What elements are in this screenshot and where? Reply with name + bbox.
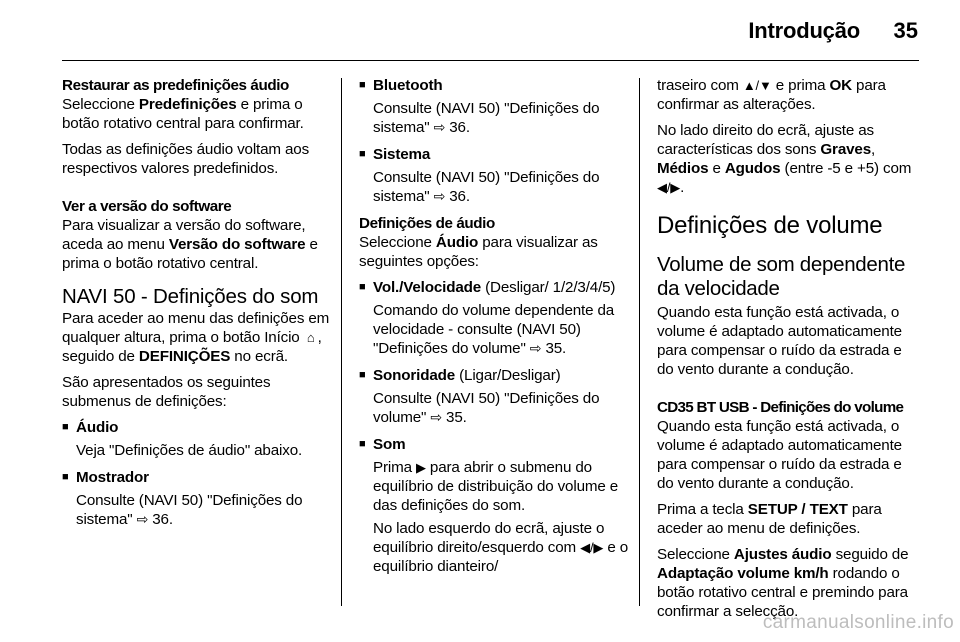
cd35-paragraph-1: Quando esta função está activada, o volume é adaptado automaticamente para compensar o ruído da estrada e do vento durante a condução. — [657, 418, 902, 492]
restore-heading: Restaurar as predefinições áudio — [62, 77, 289, 94]
column-divider-1 — [341, 78, 342, 606]
xref-arrow-icon: ⇨ — [433, 119, 446, 135]
list-item-loudness: ■ Sonoridade (Ligar/Desligar) Consulte (NAVI 50) "Definições do volume" ⇨ 35. — [359, 366, 631, 427]
page-number: 35 — [893, 18, 918, 43]
column-2 — [359, 76, 631, 584]
submenu-list-continued — [359, 76, 631, 206]
volume-settings-heading: Definições de volume — [657, 212, 883, 239]
list-item-bluetooth: ■ Bluetooth Consulte (NAVI 50) "Definições do sistema" ⇨ 36. — [359, 76, 631, 137]
list-item-vol-speed: ■ Vol./Velocidade (Desligar/ 1/2/3/4/5) Comando do volume dependente da velocidade - consulte (NAVI 50) "Definições do volume" ⇨ 35. — [359, 278, 631, 358]
tone-paragraph: No lado direito do ecrã, ajuste as características dos sons Graves, Médios e Agudos (entre -5 e +5) com ◀/▶. — [657, 122, 912, 196]
list-item-display: ■ Mostrador Consulte (NAVI 50) "Definições do sistema" ⇨ 36. — [62, 468, 334, 529]
restore-paragraph-1: Seleccione Predefinições e prima o botão rotativo central para confirmar. — [62, 96, 304, 132]
page-header-title: Introdução — [748, 18, 860, 43]
cd35-paragraph-2: Prima a tecla SETUP / TEXT para aceder ao menu de definições. — [657, 501, 882, 537]
xref-arrow-icon: ⇨ — [433, 188, 446, 204]
list-item-sound: ■ Som Prima ▶ para abrir o submenu do equilíbrio de distribuição do volume e das definições do som. No lado esquerdo do ecrã, ajuste o equilíbrio direito/esquerdo com ◀/▶ e o equilíbrio dianteiro/ — [359, 435, 631, 576]
speed-volume-heading: Volume de som dependente da velocidade — [657, 253, 906, 300]
audio-settings-heading: Definições de áudio — [359, 215, 495, 232]
navi50-submenus-paragraph: São apresentados os seguintes submenus de definições: — [62, 374, 271, 410]
column-divider-2 — [639, 78, 640, 606]
column-3 — [657, 76, 922, 628]
xref-arrow-icon: ⇨ — [430, 409, 442, 425]
up-down-arrows-icon: ▲/▼ — [742, 78, 772, 93]
software-paragraph: Para visualizar a versão do software, aceda ao menu Versão do software e prima o botão rotativo central. — [62, 217, 318, 272]
header-rule — [62, 60, 919, 61]
watermark: carmanualsonline.info — [762, 612, 954, 633]
software-heading: Ver a versão do software — [62, 198, 232, 215]
navi50-sound-heading: NAVI 50 - Definições do som — [62, 285, 319, 308]
column-1 — [62, 76, 334, 537]
cd35-volume-heading: CD35 BT USB - Definições do volume — [657, 399, 904, 416]
audio-settings-paragraph: Seleccione Áudio para visualizar as seguintes opções: — [359, 234, 598, 270]
xref-arrow-icon: ⇨ — [529, 340, 542, 356]
submenu-list — [62, 418, 334, 529]
list-item-system: ■ Sistema Consulte (NAVI 50) "Definições do sistema" ⇨ 36. — [359, 145, 631, 206]
right-arrow-icon: ▶ — [415, 460, 426, 475]
restore-paragraph-2: Todas as definições áudio voltam aos respectivos valores predefinidos. — [62, 141, 310, 177]
balance-continued-paragraph: traseiro com ▲/▼ e prima OK para confirmar as alterações. — [657, 77, 886, 113]
audio-options-list — [359, 278, 631, 576]
cd35-paragraph-3: Seleccione Ajustes áudio seguido de Adaptação volume km/h rodando o botão rotativo central e premindo para confirmar a selecção. — [657, 546, 909, 620]
left-right-arrows-icon: ◀/▶ — [580, 540, 604, 555]
speed-volume-paragraph: Quando esta função está activada, o volume é adaptado automaticamente para compensar o ruído da estrada e do vento durante a condução. — [657, 304, 902, 378]
left-right-arrows-icon: ◀/▶ — [657, 180, 681, 195]
navi50-intro-paragraph: Para aceder ao menu das definições em qualquer altura, prima o botão Início ⌂ , seguido de DEFINIÇÕES no ecrã. — [62, 310, 330, 365]
home-icon: ⌂ — [306, 330, 315, 345]
list-item-audio: ■ Áudio Veja "Definições de áudio" abaixo. — [62, 418, 334, 460]
xref-arrow-icon: ⇨ — [136, 511, 149, 527]
